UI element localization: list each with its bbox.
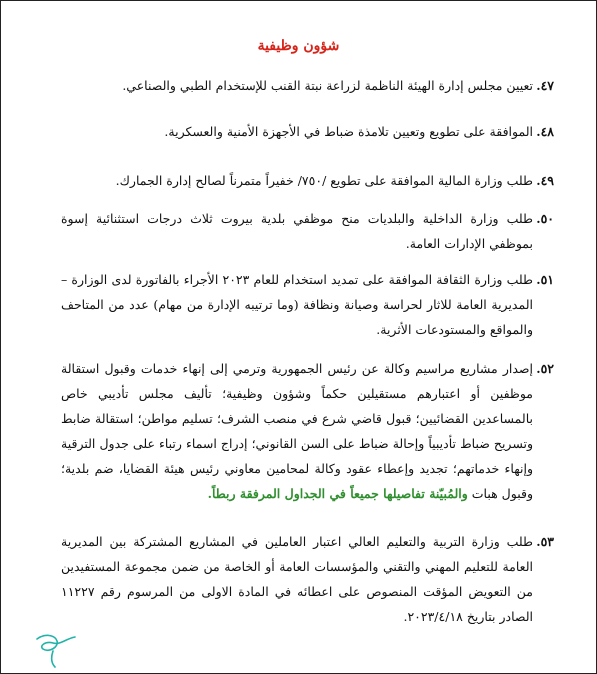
item-text bbox=[61, 356, 533, 506]
item-text: الموافقة على تطويع وتعيين تلامذة ضباط في الأجهزة الأمنية والعسكرية. bbox=[164, 124, 533, 139]
item-text-highlight: والمُبيّنة تفاصيلها جميعاً في الجداول المرفقة ربطاً. bbox=[207, 486, 468, 501]
item-number: ٥٣. bbox=[536, 534, 554, 549]
item-text: طلب وزارة التربية والتعليم العالي اعتبار العاملين في المشاريع المشتركة بين المديرية العامة للتعليم المهني والتقني والمؤسسات العامة أو الخاصة من ضمن مجموعة المستفيدين من التعويض المؤقت المنصوص على اعطائه في المادة الاولى من المرسوم رقم ١١٢٢٧ الصادر بتاريخ ٢٠٢٣/٤/١٨. bbox=[61, 534, 533, 624]
item-number: ٤٩. bbox=[536, 173, 554, 188]
item-number: ٥١. bbox=[536, 272, 554, 287]
item-number: ٤٨. bbox=[536, 124, 554, 139]
item-number: ٥٠. bbox=[536, 211, 554, 226]
signature-mark bbox=[31, 629, 91, 673]
item-text: طلب وزارة الثقافة الموافقة على تمديد استخدام للعام ٢٠٢٣ الأجراء بالفاتورة لدى الوزارة – المديرية العامة للاثار لحراسة وصيانة ونظافة (وما ترتيبه الإدارة من مهام) عدد من المتاحف والمواقع والمستودعات الأثرية. bbox=[61, 272, 533, 337]
item-text: طلب وزارة المالية الموافقة على تطويع /٧٥٠/ خفيراً متمرناً لصالح إدارة الجمارك. bbox=[115, 173, 533, 188]
item-text-main: إصدار مشاريع مراسيم وكالة عن رئيس الجمهورية وترمي إلى إنهاء خدمات وقبول استقالة موظفين أو اعتبارهم مستقيلين حكماً وشؤون وظيفية؛ تأليف مجلس تأديبي خاص بالمساعدين القضائيين؛ قبول قاضي شرع في منصب الشرف؛ تسليم مواطن؛ استقالة ضابط وتسريح ضباط تأديبياً وإحالة ضباط على السن القانوني؛ إدراج اسماء رتباء على جدول الترقية وإنهاء خدماتهم؛ تجديد وإعطاء عقود وكالة لمحامين معاوني رئيس هيئة القضايا، ضم بلدية؛ وقبول هبات bbox=[61, 361, 533, 501]
item-text: طلب وزارة الداخلية والبلديات منح موظفي بلدية بيروت ثلاث درجات استثنائية إسوة بموظفي الإدارات العامة. bbox=[61, 211, 533, 251]
item-number: ٤٧. bbox=[536, 78, 554, 93]
item-number: ٥٢. bbox=[536, 361, 554, 376]
section-title: شؤون وظيفية bbox=[257, 38, 340, 54]
item-text: تعيين مجلس إدارة الهيئة الناظمة لزراعة نبتة القنب للإستخدام الطبي والصناعي. bbox=[122, 78, 533, 93]
